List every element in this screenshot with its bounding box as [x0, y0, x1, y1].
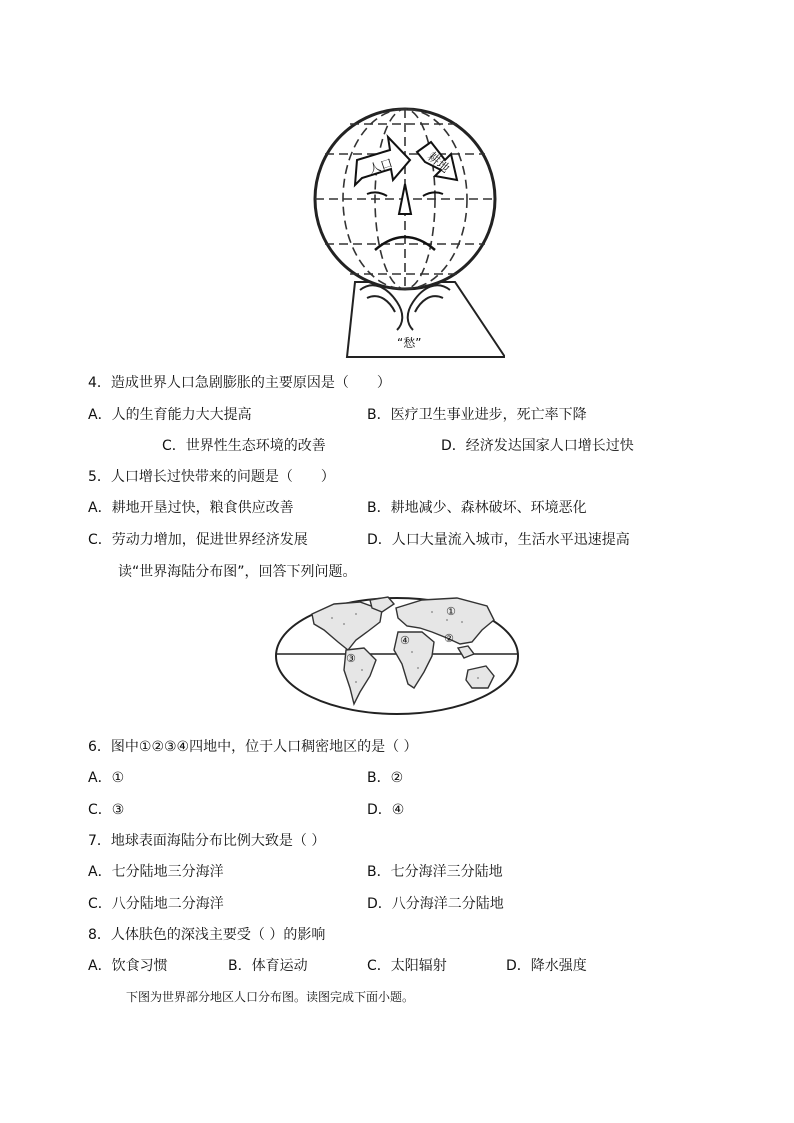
question-6-option-a: A．①: [88, 770, 125, 786]
question-4-option-c: C．世界性生态环境的改善: [162, 438, 326, 454]
question-6-option-b: B．②: [367, 770, 404, 786]
question-8-stem: 8．人体肤色的深浅主要受（ ）的影响: [88, 927, 326, 943]
worried-globe-figure: [305, 92, 505, 362]
question-4-option-a: A．人的生育能力大大提高: [88, 407, 252, 423]
map-label-2: ②: [444, 632, 454, 645]
question-4-option-d: D．经济发达国家人口增长过快: [441, 438, 634, 454]
farmland-arrow-label: 耕地: [424, 149, 453, 176]
question-5-option-a: A．耕地开垦过快，粮食供应改善: [88, 500, 294, 516]
question-7-option-b: B．七分海洋三分陆地: [367, 864, 503, 880]
question-6-option-c: C．③: [88, 802, 125, 818]
question-7-stem: 7．地球表面海陆分布比例大致是（ ）: [88, 833, 326, 849]
question-8-option-b: B．体育运动: [228, 958, 308, 974]
question-5-option-d: D．人口大量流入城市，生活水平迅速提高: [367, 532, 630, 548]
world-map-figure: [272, 592, 522, 722]
question-4-stem: 4．造成世界人口急剧膨胀的主要原因是（ ）: [88, 375, 391, 391]
map-label-1: ①: [446, 605, 456, 618]
question-6-stem: 6．图中①②③④四地中，位于人口稠密地区的是（ ）: [88, 739, 418, 755]
question-5-option-c: C．劳动力增加，促进世界经济发展: [88, 532, 308, 548]
worry-caption: “愁”: [397, 336, 422, 350]
question-5-stem: 5．人口增长过快带来的问题是（ ）: [88, 469, 335, 485]
question-8-option-a: A．饮食习惯: [88, 958, 168, 974]
next-section-intro: 下图为世界部分地区人口分布图。读图完成下面小题。: [126, 990, 415, 1004]
map-label-3: ③: [346, 652, 356, 665]
question-8-option-c: C．太阳辐射: [367, 958, 447, 974]
question-4-option-b: B．医疗卫生事业进步，死亡率下降: [367, 407, 587, 423]
question-7-option-a: A．七分陆地三分海洋: [88, 864, 224, 880]
question-7-option-c: C．八分陆地二分海洋: [88, 896, 224, 912]
question-6-option-d: D．④: [367, 802, 405, 818]
map-label-4: ④: [400, 634, 410, 647]
question-5-option-b: B．耕地减少、森林破坏、环境恶化: [367, 500, 587, 516]
population-arrow-label: 人口: [367, 155, 395, 177]
question-8-option-d: D．降水强度: [506, 958, 587, 974]
globe-stand: [347, 282, 505, 357]
question-7-option-d: D．八分海洋二分陆地: [367, 896, 504, 912]
map-intro-text: 读“世界海陆分布图”，回答下列问题。: [118, 564, 357, 580]
